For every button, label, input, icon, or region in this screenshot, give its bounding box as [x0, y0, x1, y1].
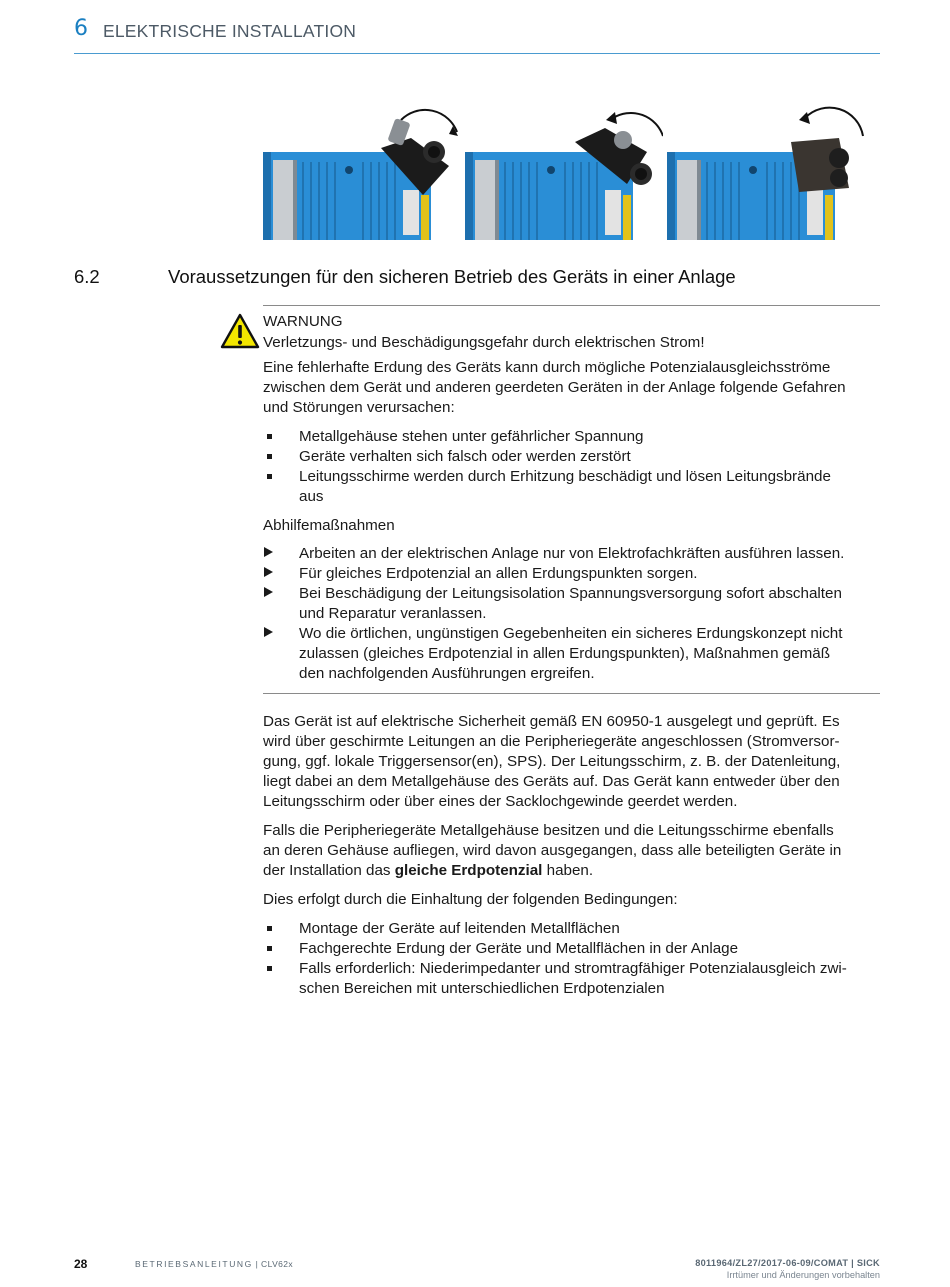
section-title: Voraussetzungen für den sicheren Betrieb des Geräts in einer Anlage	[168, 266, 736, 287]
list-bullet	[267, 946, 272, 951]
measure-item-continued: zulassen (gleiches Erdpotenzial in allen Erdungspunkten), Maßnahmen gemäß	[299, 645, 831, 662]
measure-item: Bei Beschädigung der Leitungsisolation Spannungsversorgung sofort abschalten	[299, 585, 842, 602]
condition-item: Montage der Geräte auf leitenden Metallflächen	[299, 920, 620, 937]
body-text: der Installation das	[263, 862, 395, 879]
body-paragraph-line: wird über geschirmte Leitungen an die Peripheriegeräte angeschlossen (Stromversor-	[263, 733, 840, 750]
footer-document	[135, 1259, 293, 1269]
body-paragraph-line: Leitungsschirm oder über eines der Sacklochgewinde geerdet werden.	[263, 793, 738, 810]
body-paragraph-line: liegt dabei an dem Metallgehäuse des Geräts auf. Das Gerät kann entweder über den	[263, 773, 840, 790]
warning-intro-line: und Störungen verursachen:	[263, 399, 455, 416]
list-bullet	[267, 454, 272, 459]
device-rotation-image-1	[263, 80, 461, 240]
warning-label: WARNUNG	[263, 313, 343, 330]
emphasis-text: gleiche Erdpotenzial	[394, 862, 543, 879]
hazard-item: Metallgehäuse stehen unter gefährlicher Spannung	[299, 428, 644, 445]
condition-item-continued: schen Bereichen mit unterschiedlichen Erdpotenzialen	[299, 980, 665, 997]
measures-heading: Abhilfemaßnahmen	[263, 517, 395, 534]
body-paragraph-line: Das Gerät ist auf elektrische Sicherheit gemäß EN 60950-1 ausgelegt und geprüft. Es	[263, 713, 840, 730]
chapter-title: ELEKTRISCHE INSTALLATION	[103, 21, 357, 41]
chapter-header	[74, 14, 880, 54]
page-number: 28	[74, 1257, 88, 1271]
measure-item-continued: und Reparatur veranlassen.	[299, 605, 487, 622]
measure-item: Für gleiches Erdpotenzial an allen Erdungspunkten sorgen.	[299, 565, 698, 582]
device-rotation-image-2	[465, 80, 663, 240]
warning-intro-line: zwischen dem Gerät und anderen geerdeten Geräten in der Anlage folgende Gefahren	[263, 379, 846, 396]
device-rotation-image-3	[667, 80, 865, 240]
warning-intro-line: Eine fehlerhafte Erdung des Geräts kann durch mögliche Potenzialausgleichsströme	[263, 359, 831, 376]
warning-subtitle: Verletzungs- und Beschädigungsgefahr durch elektrischen Strom!	[263, 334, 705, 351]
condition-item: Fachgerechte Erdung der Geräte und Metallflächen in der Anlage	[299, 940, 739, 957]
product-name: CLV62x	[261, 1259, 294, 1269]
footer-separator: |	[252, 1259, 262, 1269]
body-paragraph-line: Falls die Peripheriegeräte Metallgehäuse besitzen und die Leitungsschirme ebenfalls	[263, 822, 834, 839]
doc-type: BETRIEBSANLEITUNG	[135, 1259, 253, 1269]
list-bullet	[267, 966, 272, 971]
measure-item: Arbeiten an der elektrischen Anlage nur von Elektrofachkräften ausführen lassen.	[299, 545, 845, 562]
list-bullet	[267, 434, 272, 439]
body-paragraph-line	[263, 861, 593, 881]
condition-item: Falls erforderlich: Niederimpedanter und stromtragfähiger Potenzialausgleich zwi-	[299, 960, 847, 977]
body-paragraph-line: an deren Gehäuse aufliegen, wird davon ausgegangen, dass alle beteiligten Geräte in	[263, 842, 842, 859]
action-arrow-icon	[264, 567, 273, 577]
action-arrow-icon	[264, 627, 273, 637]
footer-note: Irrtümer und Änderungen vorbehalten	[726, 1270, 880, 1280]
hazard-item: Leitungsschirme werden durch Erhitzung beschädigt und lösen Leitungsbrände	[299, 468, 831, 485]
section-number: 6.2	[74, 266, 100, 287]
measure-item-continued: den nachfolgenden Ausführungen ergreifen.	[299, 665, 595, 682]
action-arrow-icon	[264, 587, 273, 597]
body-paragraph-line: Dies erfolgt durch die Einhaltung der folgenden Bedingungen:	[263, 891, 678, 908]
body-text: haben.	[542, 862, 594, 879]
chapter-number: 6	[74, 16, 88, 41]
hazard-item: Geräte verhalten sich falsch oder werden zerstört	[299, 448, 631, 465]
list-bullet	[267, 926, 272, 931]
action-arrow-icon	[264, 547, 273, 557]
list-bullet	[267, 474, 272, 479]
document-reference: 8011964/ZL27/2017-06-09/COMAT | SICK	[695, 1258, 880, 1268]
hazard-item-continued: aus	[299, 488, 324, 505]
body-paragraph-line: gung, ggf. lokale Triggersensor(en), SPS). Der Leitungsschirm, z. B. der Datenleitung,	[263, 753, 841, 770]
measure-item: Wo die örtlichen, ungünstigen Gegebenheiten ein sicheres Erdungskonzept nicht	[299, 625, 843, 642]
device-rotation-images	[263, 80, 873, 240]
warning-triangle-icon	[220, 313, 260, 349]
